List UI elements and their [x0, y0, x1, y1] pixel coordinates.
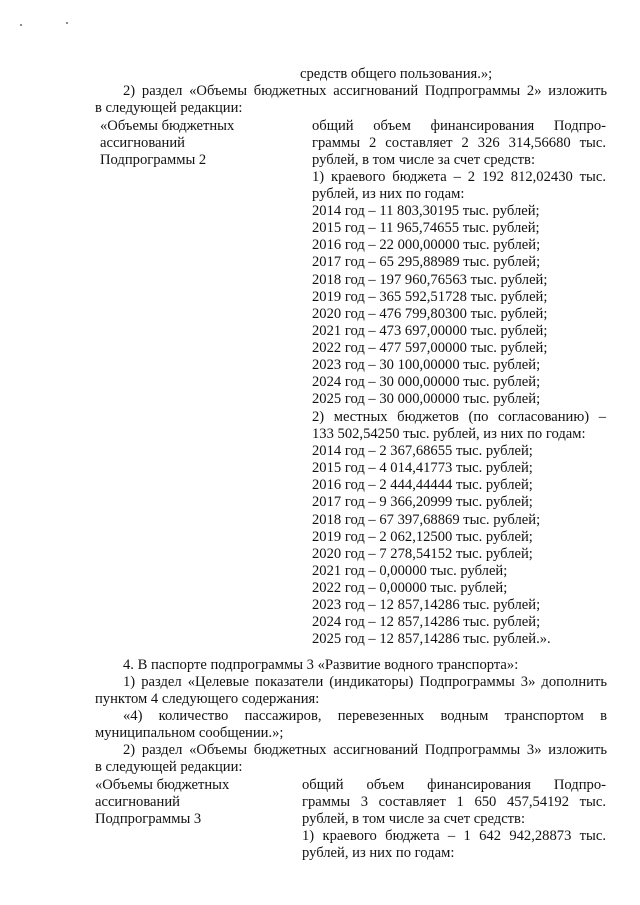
regional-year-line: 2020 год – 476 799,80300 тыс. рублей; [312, 306, 548, 322]
continuation-line: средств общего пользования.»; [300, 66, 493, 82]
regional-year-line: 2019 год – 365 592,51728 тыс. рублей; [312, 289, 548, 305]
table2-right-line: рублей, в том числе за счет средств: [302, 811, 526, 827]
local-year-line: 2014 год – 2 367,68655 тыс. рублей; [312, 443, 533, 459]
table2-right-line: рублей, из них по годам: [302, 845, 455, 861]
local-year-line: 2020 год – 7 278,54152 тыс. рублей; [312, 546, 533, 562]
regional-year-line: 2014 год – 11 803,30195 тыс. рублей; [312, 203, 540, 219]
table1-left-line: ассигнований [100, 135, 185, 151]
table1-right-line: 1) краевого бюджета – 2 192 812,02430 тыс. [312, 169, 606, 185]
regional-year-line: 2015 год – 11 965,74655 тыс. рублей; [312, 220, 540, 236]
table2-right-line: граммы 3 составляет 1 650 457,54192 тыс. [302, 794, 606, 810]
scan-speck [66, 22, 68, 24]
section4-p1-line2: пунктом 4 следующего содержания: [95, 691, 320, 707]
section4-p3-line2: в следующей редакции: [95, 759, 243, 775]
table2-right-line: 1) краевого бюджета – 1 642 942,28873 тыс. [302, 828, 606, 844]
table1-right-line: рублей, в том числе за счет средств: [312, 152, 536, 168]
table2-left-line: Подпрограммы 3 [95, 811, 202, 827]
section4-p2-line2: муниципальном сообщении.»; [95, 725, 284, 741]
local-year-line: 2015 год – 4 014,41773 тыс. рублей; [312, 460, 533, 476]
local-year-line: 2024 год – 12 857,14286 тыс. рублей; [312, 614, 541, 630]
local-year-line: 2023 год – 12 857,14286 тыс. рублей; [312, 597, 541, 613]
regional-year-line: 2018 год – 197 960,76563 тыс. рублей; [312, 272, 548, 288]
scan-speck [20, 24, 22, 26]
table1-local-head-line: 133 502,54250 тыс. рублей, из них по годам: [312, 426, 586, 442]
local-year-line: 2016 год – 2 444,44444 тыс. рублей; [312, 477, 533, 493]
local-year-line: 2025 год – 12 857,14286 тыс. рублей.». [312, 631, 551, 647]
paragraph-sub2-intro-line1: 2) раздел «Объемы бюджетных ассигнований Подпрограммы 2» изложить [123, 83, 607, 99]
regional-year-line: 2022 год – 477 597,00000 тыс. рублей; [312, 340, 548, 356]
table1-right-line: общий объем финансирования Подпро- [312, 118, 606, 134]
table1-right-line: рублей, из них по годам: [312, 186, 465, 202]
section4-p2-line1: «4) количество пассажиров, перевезенных водным транспортом в [123, 708, 607, 724]
table1-local-head-line: 2) местных бюджетов (по согласованию) – [312, 409, 606, 425]
regional-year-line: 2023 год – 30 100,00000 тыс. рублей; [312, 357, 541, 373]
section4-p3-line1: 2) раздел «Объемы бюджетных ассигнований Подпрограммы 3» изложить [123, 742, 607, 758]
table1-right-line: граммы 2 составляет 2 326 314,56680 тыс. [312, 135, 606, 151]
local-year-line: 2018 год – 67 397,68869 тыс. рублей; [312, 512, 541, 528]
local-year-line: 2021 год – 0,00000 тыс. рублей; [312, 563, 508, 579]
table1-left-line: Подпрограммы 2 [100, 152, 207, 168]
regional-year-line: 2016 год – 22 000,00000 тыс. рублей; [312, 237, 541, 253]
local-year-line: 2022 год – 0,00000 тыс. рублей; [312, 580, 508, 596]
section-heading: 4. В паспорте подпрограммы 3 «Развитие водного транспорта»: [123, 657, 519, 673]
table2-left-line: «Объемы бюджетных [95, 777, 230, 793]
section4-p1-line1: 1) раздел «Целевые показатели (индикаторы) Подпрограммы 3» дополнить [123, 674, 607, 690]
local-year-line: 2017 год – 9 366,20999 тыс. рублей; [312, 494, 533, 510]
regional-year-line: 2025 год – 30 000,00000 тыс. рублей; [312, 391, 541, 407]
paragraph-sub2-intro-line2: в следующей редакции: [95, 100, 243, 116]
table2-right-line: общий объем финансирования Подпро- [302, 777, 606, 793]
regional-year-line: 2024 год – 30 000,00000 тыс. рублей; [312, 374, 541, 390]
table1-left-line: «Объемы бюджетных [100, 118, 235, 134]
regional-year-line: 2017 год – 65 295,88989 тыс. рублей; [312, 254, 541, 270]
local-year-line: 2019 год – 2 062,12500 тыс. рублей; [312, 529, 533, 545]
regional-year-line: 2021 год – 473 697,00000 тыс. рублей; [312, 323, 548, 339]
table2-left-line: ассигнований [95, 794, 180, 810]
